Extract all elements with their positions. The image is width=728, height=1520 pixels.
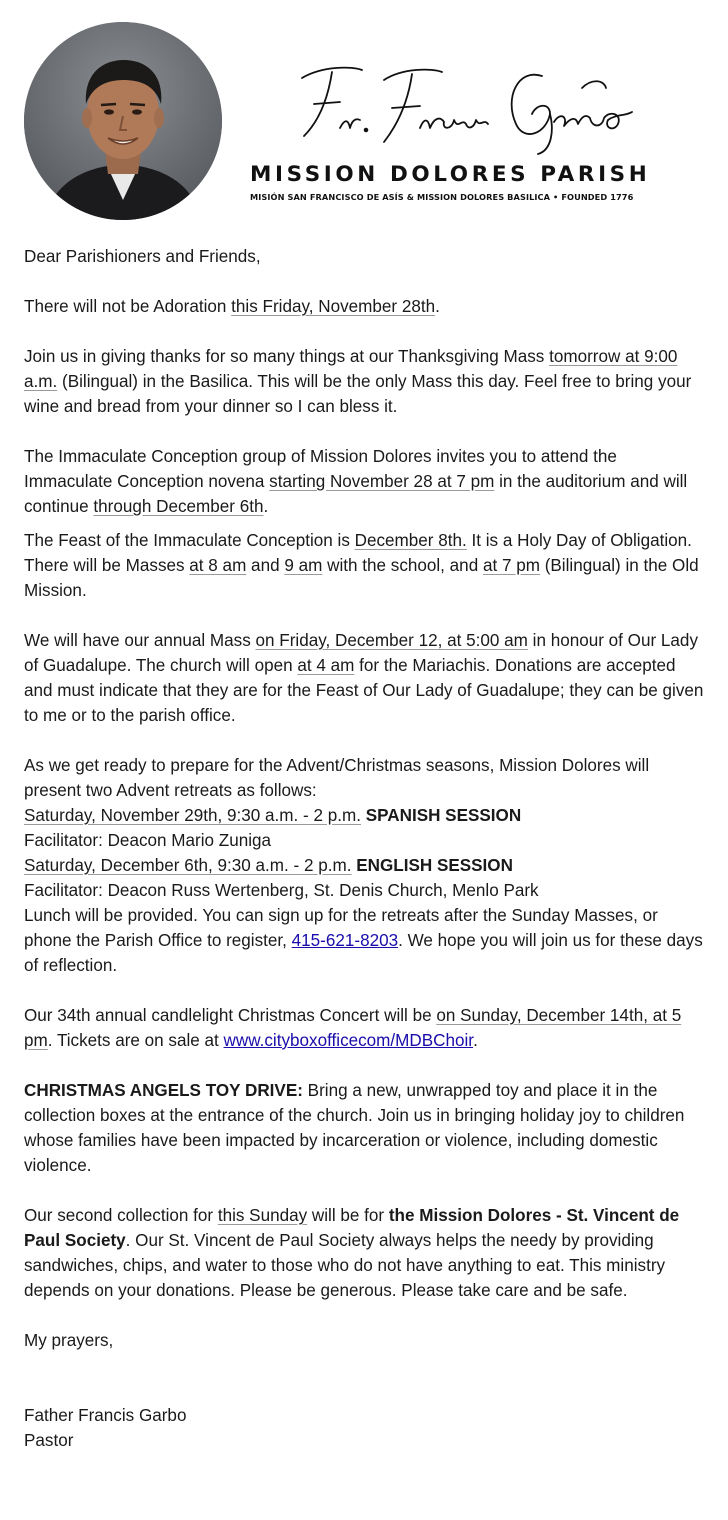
date-mention: through December 6th	[93, 497, 264, 516]
tickets-link[interactable]: www.cityboxofficecom/MDBChoir	[223, 1031, 474, 1050]
paragraph-immaculate-conception: The Feast of the Immaculate Conception is December 8th. It is a Holy Day of Obligation. There will be Masses at 8 am and 9 am with the school, and at 7 pm (Bilingual) in the Old Mission.	[24, 531, 699, 600]
date-mention: at 7 pm	[482, 556, 540, 575]
signature-block	[24, 1403, 708, 1453]
date-mention: 9 am	[284, 556, 323, 575]
toy-drive-heading: CHRISTMAS ANGELS TOY DRIVE:	[24, 1081, 303, 1100]
sign-title: Pastor	[24, 1431, 74, 1450]
paragraph-advent-retreats: As we get ready to prepare for the Advent/Christmas seasons, Mission Dolores will present two Advent retreats as follows: Saturday, November 29th, 9:30 a.m. - 2 p.m. SPANISH SESSION Facilitator: Deacon Mario Zuniga Saturday, December 6th, 9:30 a.m. - 2 p.m. ENGLISH SESSION Facilitator: Deacon Russ Wertenberg, St. Denis Church, Menlo Park Lunch will be provided. You can sign up for the retreats after the Sunday Masses, or phone the Parish Office to register, 415-621-8203. We hope you will join us for these days of reflection.	[24, 753, 708, 978]
letter-header	[0, 0, 728, 228]
paragraph-thanksgiving: Join us in giving thanks for so many things at our Thanksgiving Mass tomorrow at 9:00 a.m. (Bilingual) in the Basilica. This will be the only Mass this day. Feel free to bring your wine and bread from your dinner so I can bless it.	[24, 347, 692, 416]
paragraph-guadalupe: We will have our annual Mass on Friday, December 12, at 5:00 am in honour of Our Lady of Guadalupe. The church will open at 4 am for the Mariachis. Donations are accepted and must indicate that they are for the Feast of Our Lady of Guadalupe; they can be given to me or to the parish office.	[24, 631, 704, 725]
date-mention: at 4 am	[297, 656, 355, 675]
letter-body	[24, 244, 708, 1453]
retreat-session: ENGLISH SESSION	[356, 856, 513, 875]
date-mention: on Sunday, December 14th, at 5 pm	[24, 1006, 682, 1050]
parish-name: MISSION DOLORES PARISH	[250, 162, 651, 187]
retreat-session: SPANISH SESSION	[365, 806, 522, 825]
paragraph-christmas-concert: Our 34th annual candlelight Christmas Concert will be on Sunday, December 14th, at 5 pm. Tickets are on sale at www.cityboxofficecom/MDBChoir.	[24, 1006, 682, 1050]
salutation: Dear Parishioners and Friends,	[24, 247, 261, 266]
paragraph-second-collection: Our second collection for this Sunday will be for the Mission Dolores - St. Vincent de Paul Society. Our St. Vincent de Paul Society always helps the needy by providing sandwiches, chips, and water to those who do not have anything to eat. This ministry depends on your donations. Please be generous. Please take care and be safe.	[24, 1206, 680, 1300]
retreat-facilitator: Facilitator: Deacon Russ Wertenberg, St. Denis Church, Menlo Park	[24, 881, 539, 900]
paragraph-toy-drive: CHRISTMAS ANGELS TOY DRIVE: Bring a new, unwrapped toy and place it in the collection boxes at the entrance of the church. Join us in bringing holiday joy to children whose families have been impacted by incarceration or violence, including domestic violence.	[24, 1081, 685, 1175]
signature-image	[292, 58, 672, 158]
date-mention: this Friday, November 28th	[231, 297, 436, 316]
retreat-date: Saturday, December 6th, 9:30 a.m. - 2 p.m.	[24, 856, 352, 875]
date-mention: December 8th.	[354, 531, 467, 550]
phone-link[interactable]: 415-621-8203	[291, 931, 399, 950]
retreat-date: Saturday, November 29th, 9:30 a.m. - 2 p.m.	[24, 806, 361, 825]
parish-subtitle: MISIÓN SAN FRANCISCO DE ASÍS & MISSION DOLORES BASILICA • FOUNDED 1776	[250, 192, 634, 202]
pastor-photo	[24, 22, 222, 220]
sign-name: Father Francis Garbo	[24, 1406, 187, 1425]
paragraph-adoration: There will not be Adoration this Friday, November 28th.	[24, 297, 440, 316]
paragraph-novena: The Immaculate Conception group of Mission Dolores invites you to attend the Immaculate Conception novena starting November 28 at 7 pm in the auditorium and will continue through December 6th.	[24, 447, 688, 516]
date-mention: on Friday, December 12, at 5:00 am	[255, 631, 528, 650]
closing: My prayers,	[24, 1331, 114, 1350]
date-mention: starting November 28 at 7 pm	[269, 472, 495, 491]
date-mention: this Sunday	[217, 1206, 308, 1225]
collection-recipient: the Mission Dolores - St. Vincent de Paul Society	[24, 1206, 680, 1250]
date-mention: at 8 am	[189, 556, 247, 575]
retreat-facilitator: Facilitator: Deacon Mario Zuniga	[24, 831, 272, 850]
date-mention: tomorrow at 9:00 a.m.	[24, 347, 678, 391]
